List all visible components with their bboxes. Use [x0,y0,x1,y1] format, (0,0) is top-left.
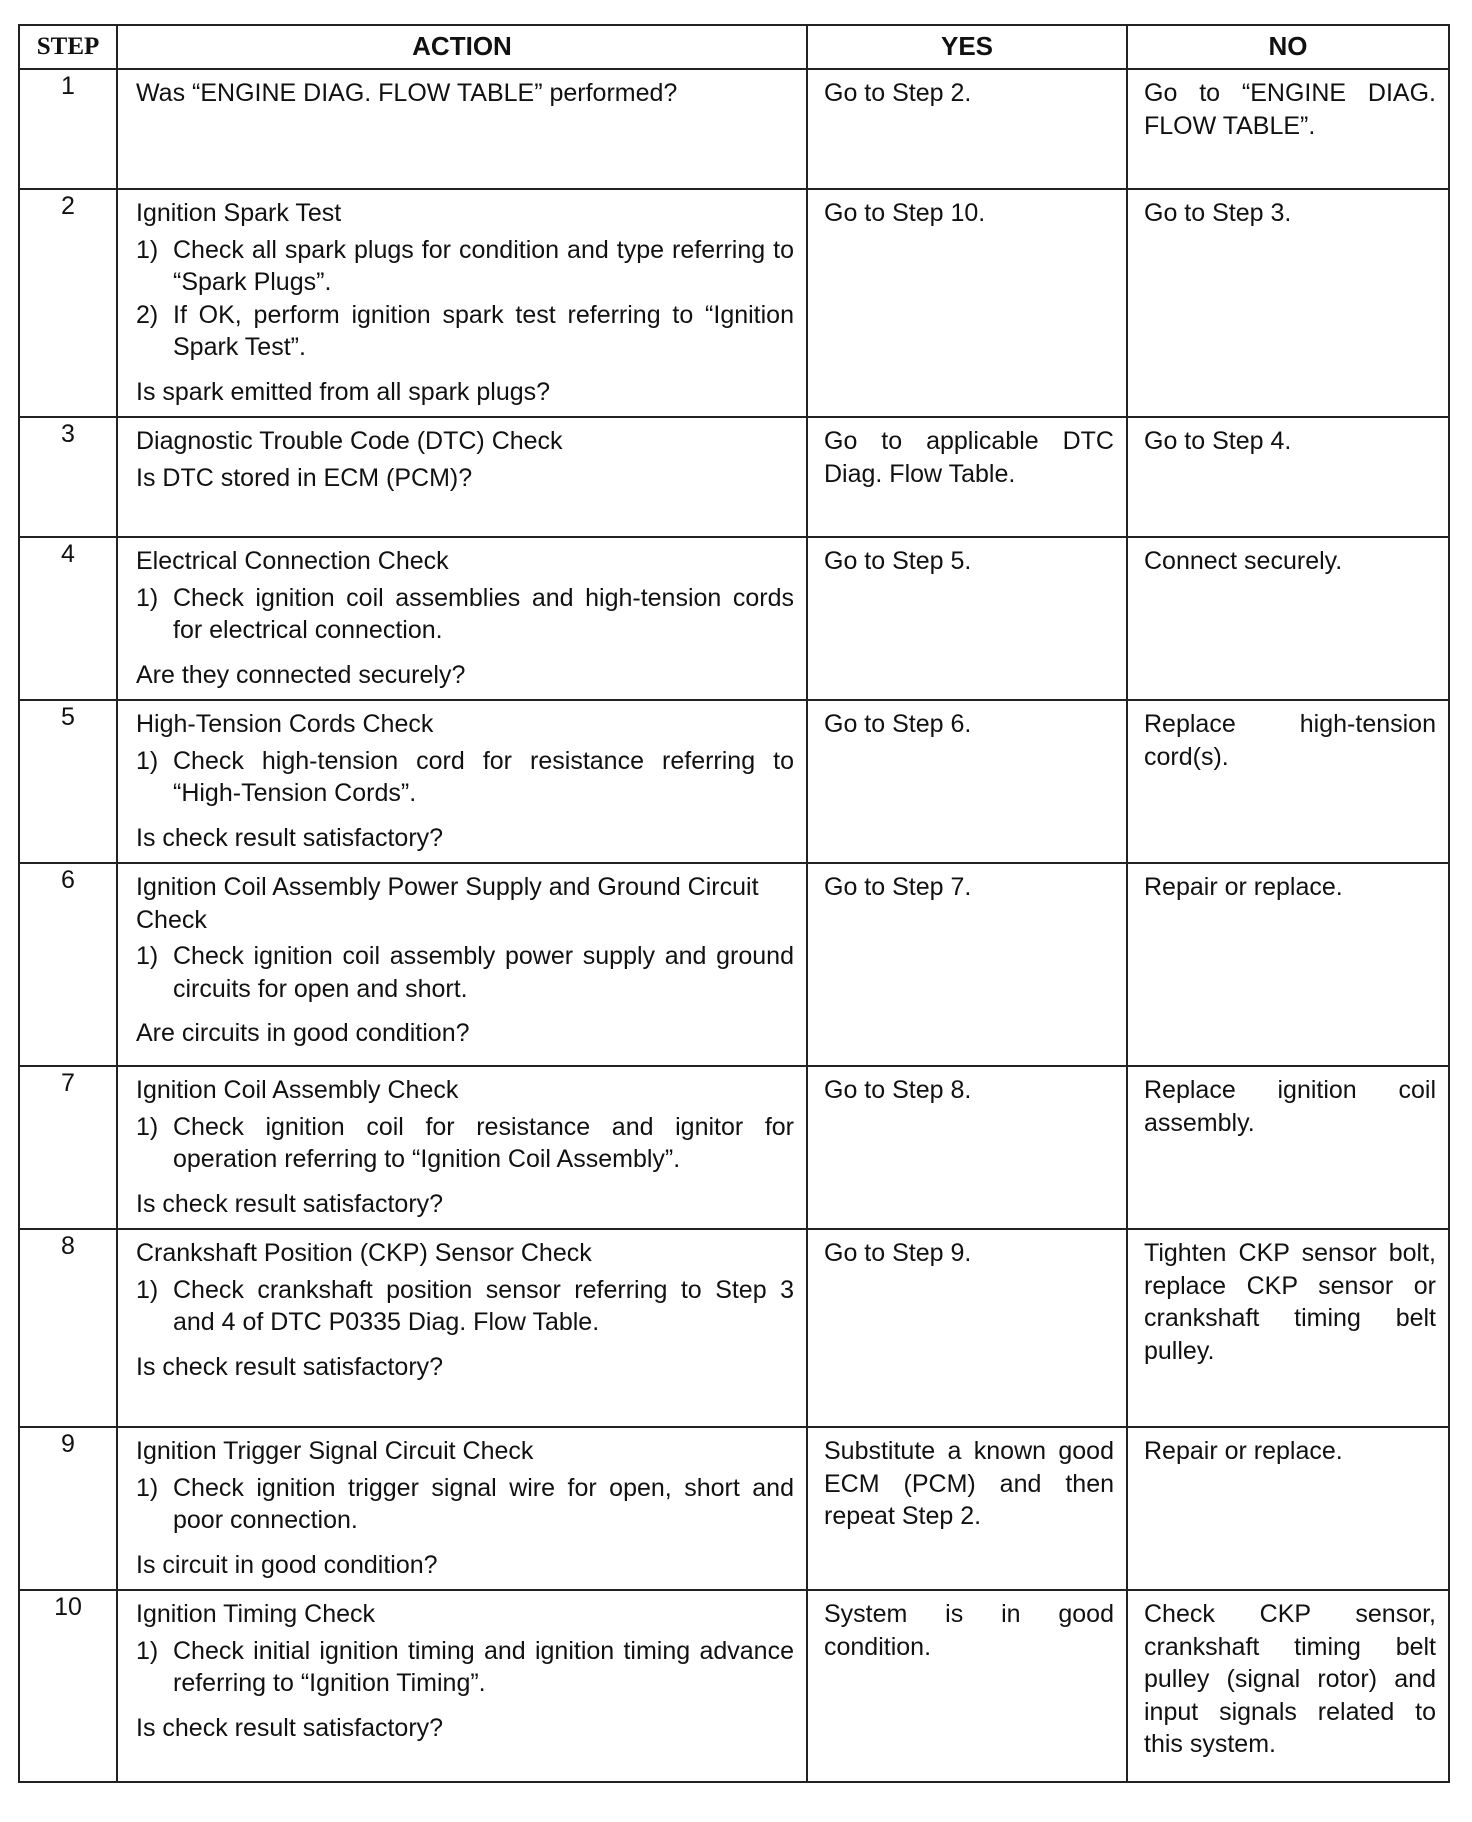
step-number: 9 [19,1427,117,1590]
diagnostic-flow-table-sheet [18,24,1448,1783]
table-row [19,69,1449,189]
substep-number: 2) [136,300,159,329]
diagnostic-flow-table [18,24,1450,1783]
table-row [19,1066,1449,1229]
substep-item [136,234,794,299]
substep-item [136,940,794,1005]
substep-number: 1) [136,1112,159,1141]
no-cell: Repair or replace. [1127,1427,1449,1590]
substep-list [136,1111,794,1176]
action-cell [117,1427,807,1590]
substep-text: If OK, perform ignition spark test referring to “Ignition Spark Test”. [173,300,794,361]
substep-number: 1) [136,1275,159,1304]
table-row [19,1590,1449,1782]
step-number: 2 [19,189,117,417]
action-question: Are circuits in good condition? [136,1019,470,1047]
table-row [19,1229,1449,1427]
substep-text: Check ignition coil assembly power supply and ground circuits for open and short. [173,942,794,1003]
action-title: Ignition Coil Assembly Power Supply and Ground Circuit Check [136,873,759,934]
action-cell [117,189,807,417]
substep-item [136,1472,794,1537]
substep-list [136,582,794,647]
yes-cell: Go to Step 8. [807,1066,1127,1229]
step-number: 1 [19,69,117,189]
substep-list [136,1472,794,1537]
action-title: Ignition Trigger Signal Circuit Check [136,1437,534,1465]
header-step: STEP [19,25,117,69]
header-action: ACTION [117,25,807,69]
action-title: Was “ENGINE DIAG. FLOW TABLE” performed? [136,79,678,107]
no-cell: Repair or replace. [1127,863,1449,1066]
substep-item [136,1635,794,1700]
action-question: Is circuit in good condition? [136,1550,438,1579]
substep-text: Check initial ignition timing and ignition timing advance referring to “Ignition Timing”. [173,1636,794,1697]
substep-list [136,745,794,810]
substep-text: Check ignition trigger signal wire for open, short and poor connection. [173,1473,794,1534]
yes-cell: Go to Step 10. [807,189,1127,417]
yes-cell: Substitute a known good ECM (PCM) and then repeat Step 2. [807,1427,1127,1590]
substep-number: 1) [136,1473,159,1502]
action-title: Ignition Timing Check [136,1600,376,1628]
substep-text: Check crankshaft position sensor referring to Step 3 and 4 of DTC P0335 Diag. Flow Table. [173,1275,794,1336]
action-question: Is check result satisfactory? [136,1189,444,1218]
table-row [19,537,1449,700]
table-row [19,417,1449,537]
substep-text: Check all spark plugs for condition and type referring to “Spark Plugs”. [173,235,794,296]
substep-item [136,1111,794,1176]
substep-number: 1) [136,746,159,775]
action-title: High-Tension Cords Check [136,710,434,738]
substep-number: 1) [136,583,159,612]
action-title: Crankshaft Position (CKP) Sensor Check [136,1239,592,1267]
action-question: Are they connected securely? [136,660,466,689]
no-cell: Tighten CKP sensor bolt, replace CKP sensor or crankshaft timing belt pulley. [1127,1229,1449,1427]
action-cell [117,1590,807,1782]
substep-item [136,582,794,647]
action-question: Is check result satisfactory? [136,1352,444,1381]
yes-cell: Go to Step 5. [807,537,1127,700]
action-cell [117,1229,807,1427]
action-title: Electrical Connection Check [136,547,449,575]
yes-cell: System is in good condition. [807,1590,1127,1782]
substep-number: 1) [136,235,159,264]
yes-cell: Go to Step 7. [807,863,1127,1066]
no-cell: Go to Step 3. [1127,189,1449,417]
no-cell: Go to “ENGINE DIAG. FLOW TABLE”. [1127,69,1449,189]
table-row [19,1427,1449,1590]
step-number: 6 [19,863,117,1066]
table-row [19,863,1449,1066]
action-question: Is check result satisfactory? [136,823,444,852]
step-number: 3 [19,417,117,537]
action-title: Diagnostic Trouble Code (DTC) Check [136,427,563,455]
substep-number: 1) [136,1636,159,1665]
yes-cell: Go to applicable DTC Diag. Flow Table. [807,417,1127,537]
no-cell: Replace high-tension cord(s). [1127,700,1449,863]
substep-number: 1) [136,942,159,970]
yes-cell: Go to Step 2. [807,69,1127,189]
no-cell: Check CKP sensor, crankshaft timing belt pulley (signal rotor) and input signals related to this system. [1127,1590,1449,1782]
header-row [19,25,1449,69]
no-cell: Connect securely. [1127,537,1449,700]
substep-list [136,234,794,364]
no-cell: Go to Step 4. [1127,417,1449,537]
header-yes: YES [807,25,1127,69]
action-cell [117,537,807,700]
no-cell: Replace ignition coil assembly. [1127,1066,1449,1229]
substep-item [136,1274,794,1339]
table-row [19,189,1449,417]
substep-list [136,940,794,1005]
action-question: Is spark emitted from all spark plugs? [136,377,551,406]
action-cell [117,417,807,537]
action-question: Is check result satisfactory? [136,1713,444,1742]
substep-item [136,745,794,810]
substep-text: Check ignition coil assemblies and high-tension cords for electrical connection. [173,583,794,644]
action-cell [117,700,807,863]
action-cell [117,863,807,1066]
header-no: NO [1127,25,1449,69]
table-row [19,700,1449,863]
step-number: 10 [19,1590,117,1782]
table-body [19,69,1449,1782]
action-title: Ignition Spark Test [136,199,342,227]
substep-text: Check ignition coil for resistance and ignitor for operation referring to “Ignition Coil Assembly”. [173,1112,794,1173]
substep-list [136,1274,794,1339]
step-number: 8 [19,1229,117,1427]
action-cell [117,1066,807,1229]
yes-cell: Go to Step 6. [807,700,1127,863]
step-number: 4 [19,537,117,700]
substep-item [136,299,794,364]
action-cell [117,69,807,189]
step-number: 7 [19,1066,117,1229]
yes-cell: Go to Step 9. [807,1229,1127,1427]
action-title: Ignition Coil Assembly Check [136,1076,459,1104]
step-number: 5 [19,700,117,863]
substep-text: Check high-tension cord for resistance referring to “High-Tension Cords”. [173,746,794,807]
action-question: Is DTC stored in ECM (PCM)? [136,463,473,492]
substep-list [136,1635,794,1700]
